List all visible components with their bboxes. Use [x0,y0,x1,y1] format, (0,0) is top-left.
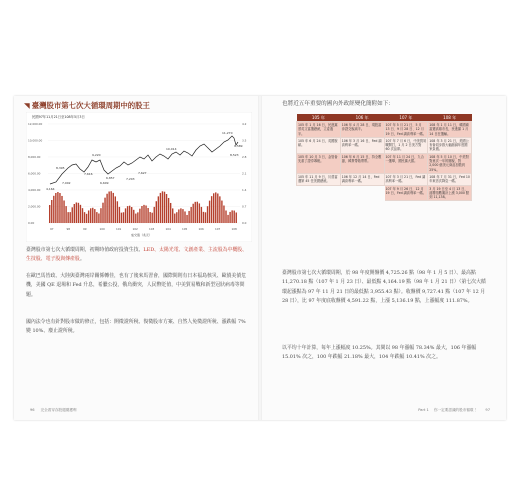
table-cell: 107 年 3 月 21 日，Fed 調高利率一碼。 [384,173,428,185]
chart-x-label: 成交值（兆元） [131,233,153,237]
volume-bar [123,212,124,223]
volume-bar [195,202,196,223]
volume-bar [102,203,103,223]
volume-bar [139,209,140,223]
volume-bar [209,201,210,223]
p1-highlight: LED、太陽光電、文創產業、主流股為中概股、生技股、電子股與傳產股 [26,247,248,263]
x-tick: 105 [182,227,188,231]
volume-bar [234,211,235,223]
right-footer [418,408,496,413]
left-page-number: 96 [30,408,35,412]
chart-annotation: 9,220 [92,153,101,157]
volume-bar [70,212,71,223]
y-tick: 8,000.00 [28,155,41,159]
section-title-text: 臺灣股市第七次大循環周期中的股王 [31,101,150,110]
volume-bar [88,210,89,223]
volume-bar [207,206,208,223]
volume-bar [90,208,91,223]
right-page-number: 97 [485,408,490,412]
y-tick: 12,000.00 [28,122,43,126]
table-cell: 105 年 10 月 3 日，金管會先重了證券導帳。 [297,153,341,173]
right-paragraph-1: 臺灣股市第七次大循環周期，於 98 年度開盤價 4,725.26 點（98 年 1 月 5 日）、最高點 11,270.18 點（107 年 1 月 23 日）、最低點 4,164.19 點（98 年 1 月 21 日）（第七次大循環起漲點為 97 年 11 月 21 日的最低點 3,955.43 點）。收盤價 9,727.41 點（107 年 12 月 28 日），比 97 年度底收盤價 4,591.22 點，上漲 5,136.19 點，上漲幅度 111.87%。 [282,270,486,304]
x-tick: 100 [99,227,105,231]
volume-bar [221,201,222,223]
table-header: 105 年 [297,114,341,122]
table-cell: 107 年 7 月 6 日，中美貿易戰開打，1 月 2 日美方對 60 次品即。 [385,138,427,152]
volume-bar [76,202,77,223]
volume-bar [182,209,183,223]
table-header: 107 年 [384,114,428,122]
table-cell: 105 年 11 月 9 日，川普當選第 45 任美國總統。 [297,173,341,185]
volume-bar [172,208,173,223]
chart-annotation: 6,857 [106,176,115,180]
volume-bar [67,212,68,223]
volume-bar [215,192,216,223]
volume-bar [133,210,134,223]
volume-bar [170,203,171,223]
table-cell: 106 年 4 月 28 日，現股當沖證交稅減半。 [340,122,384,138]
table-cell [340,185,384,201]
volume-bar [205,212,206,223]
table-cell [297,185,341,201]
right-tick: 0.7 [242,204,247,209]
left-footer [24,408,77,413]
volume-bar [92,208,93,223]
volume-bar [49,205,50,223]
table-cell: 3 月 19 日至 4 月 13 日，道瓊指數累計上漲 3,000 點到 11,138。 [428,185,472,201]
volume-bar [94,209,95,223]
table-row [297,122,472,138]
volume-bar [164,192,165,223]
table-header: 106 年 [340,114,384,122]
volume-bar [129,206,130,223]
volume-bar [57,192,58,223]
volume-bar [147,208,148,223]
table-row [297,153,472,173]
volume-bar [78,203,79,223]
x-tick: 98 [66,227,71,231]
volume-bar [193,204,194,223]
table-cell: 106 年 12 月 14 日，Fed 調高利率一碼。 [340,173,384,185]
p1-text-b: 。 [79,256,85,263]
right-page [260,96,506,420]
x-tick: 102 [132,227,138,231]
volume-bar [197,202,198,223]
chart-annotation: 10,014 [166,147,177,151]
left-page [14,96,260,420]
chart-annotation: 7,627 [138,171,147,175]
table-cell: 108 年 7 月 31 日，Fed 10 年來首次降息一碼。 [429,174,470,184]
volume-bar [127,206,128,223]
volume-bar [74,204,75,223]
y-tick: 0.00 [28,221,35,225]
volume-bar [143,205,144,223]
volume-bar [98,213,99,223]
book-spread [14,96,506,420]
table-cell: 106 年 6 月 15 日，持全數據，韓貫帶箱帶帶。 [340,153,384,173]
table-cell: 107 年 5 月 21 日、5 月 13 日、9 月 28 日、12 月 19 日，Fed 調高利率一碼。 [385,123,426,136]
right-paragraph-2: 以平均十年計算，每年上漲幅度 10.25%。其間以 98 年漲幅 78.34% 最大，106 年漲幅 15.01% 次之，100 年跌幅 21.18% 最大，104 年跌幅 10.41% 次之。 [282,345,477,361]
p1-text-a: 臺灣股市第七次大循環周期，初期時值政府投資生技、 [26,247,144,253]
paragraph-1 [26,246,250,265]
volume-bar [61,196,62,223]
volume-bar [113,193,114,223]
volume-bar [213,193,214,223]
right-tick: 2.8 [242,155,247,159]
x-tick: 107 [215,227,221,231]
volume-bar [72,207,73,223]
section-title [24,100,150,111]
x-tick: 104 [165,227,171,231]
volume-bar [225,211,226,223]
x-tick: 97 [50,227,54,231]
volume-bar [115,196,116,223]
volume-bar [111,191,112,223]
volume-bar [137,212,138,223]
chart-annotation: 8,523 [230,153,239,157]
right-tick: 0.0 [242,221,247,225]
table-cell: 105 年 6 月 24 日，英國脫歐。 [297,137,341,153]
volume-bar [162,191,163,223]
x-tick: 106 [198,227,204,231]
chapter-title: 你一定要認識的股市循環 ！ [433,408,479,412]
volume-bar [80,205,81,223]
x-tick: 108 [231,227,237,231]
x-tick: 101 [116,227,122,231]
volume-bar [117,201,118,223]
volume-bar [131,207,132,223]
volume-bar [152,213,153,223]
table-row [297,173,472,185]
part-label: Part 1 [418,408,429,412]
volume-bar [184,211,185,223]
volume-bar [53,196,54,223]
volume-bar [121,213,122,223]
table-cell: 107 年 9 月 26 日、12 月 19 日，Fed 調高利率一碼。 [384,185,428,201]
volume-bar [176,212,177,223]
chart-annotation: 11,270 [222,131,233,135]
right-heading: 也將近五年重要的國內外政經變化簡附如下： [282,101,394,107]
x-tick: 99 [83,227,87,231]
volume-bar [96,212,97,223]
volume-bar [108,192,109,223]
chart-header: 民國97年11月21日至108年5月3日 [32,115,85,119]
volume-bar [65,206,66,223]
chart-annotation: 4,164 [46,187,55,191]
volume-bar [55,193,56,223]
volume-bar [158,196,159,223]
chart-annotation: 6,609 [100,181,109,185]
chart-annotation: 7,616 [84,172,93,176]
chart-annotation: 7,203 [126,177,135,181]
events-table [296,114,472,201]
volume-bar [125,208,126,223]
volume-bar [201,207,202,223]
volume-bar [145,206,146,223]
table-row [297,185,472,201]
volume-bar [82,208,83,223]
volume-bar [86,214,87,223]
volume-bar [51,200,52,223]
table-row [297,137,472,153]
volume-bar [154,207,155,223]
volume-bar [227,215,228,223]
volume-bar [149,212,150,223]
right-tick: 1.4 [242,188,247,192]
right-tick: 2.1 [242,171,247,176]
volume-bar [236,212,237,223]
table-cell: 106 年 3 月 16 日，Fed 調高利率一碼。 [340,137,384,153]
book-title: 完全看穿存股週期獲利 [40,408,77,412]
volume-bar [188,211,189,223]
chart-annotation: 7,002 [62,181,71,185]
right-tick: 3.5 [242,138,247,143]
section-bullet-icon: ◥ [24,101,30,110]
table-cell: 105 年 1 月 16 日，民進黨蔡英文當選總統，立委過半。 [297,122,341,138]
right-tick: 4.2 [242,122,247,126]
volume-bar [178,209,179,223]
volume-bar [190,207,191,223]
volume-bar [211,196,212,223]
x-tick: 103 [149,227,155,231]
volume-bar [160,193,161,223]
volume-bar [156,201,157,223]
volume-bar [166,194,167,223]
volume-bar [119,207,120,223]
volume-bar [141,206,142,223]
y-tick: 2,000.00 [28,204,41,209]
volume-bar [199,203,200,223]
volume-bar [104,198,105,223]
volume-bar [100,208,101,223]
volume-bar [186,215,187,223]
volume-bar [106,194,107,223]
volume-bar [135,214,136,223]
volume-bar [231,210,232,223]
taiex-chart [26,112,252,242]
volume-bar [59,193,60,223]
volume-bar [84,212,85,223]
volume-bar [229,212,230,223]
y-tick: 6,000.00 [28,171,41,176]
volume-bar [180,208,181,223]
volume-bar [223,206,224,223]
volume-bar [203,212,204,223]
paragraph-3: 國內法令也有針對股市做的修正，包括：開徵證所稅、復徵股市方案、自然人免徵證所稅、漲跌幅 7% 變 10%、廢止證所稅。 [26,319,246,335]
paragraph-2: 在歐巴馬皆政、大陸與臺灣兩岸關係轉佳，也有了後來馬習會，國際間則有日本福島核災、歐債美債危機，美國 QE 退場和 Fed 升息，希臘公投，俄烏衝突，人民幣貶值，中美貿易戰和新型冠狀病毒等問題。 [26,273,247,298]
y-tick: 10,000.00 [28,138,43,143]
table-header: 108 年 [428,114,472,122]
chart-annotation: 8,395 [56,166,65,170]
volume-bar [217,193,218,223]
y-tick: 4,000.00 [28,188,41,192]
volume-bar [219,196,220,223]
volume-bar [174,214,175,223]
table-cell: 108 年 5 月 10 日，中美對對意次一年的關稅，對 2,000 億美元商品加徵到 25%。 [428,153,472,173]
volume-bar [63,200,64,223]
table-cell: 108 年 3 月 21 日，美國公布會同步推大幅縮減年度國家負債。 [428,137,472,153]
table-cell: 108 年 1 月 11 日，韓國瑜當選高雄市長，民進黨 1 月 14 日狂選輸。 [428,122,472,138]
chart-annotation: 9,589 [234,144,243,148]
table-cell: 107 年 11 月 24 日，九合一選舉，國民黨大勝。 [384,153,428,173]
volume-bar [168,198,169,223]
